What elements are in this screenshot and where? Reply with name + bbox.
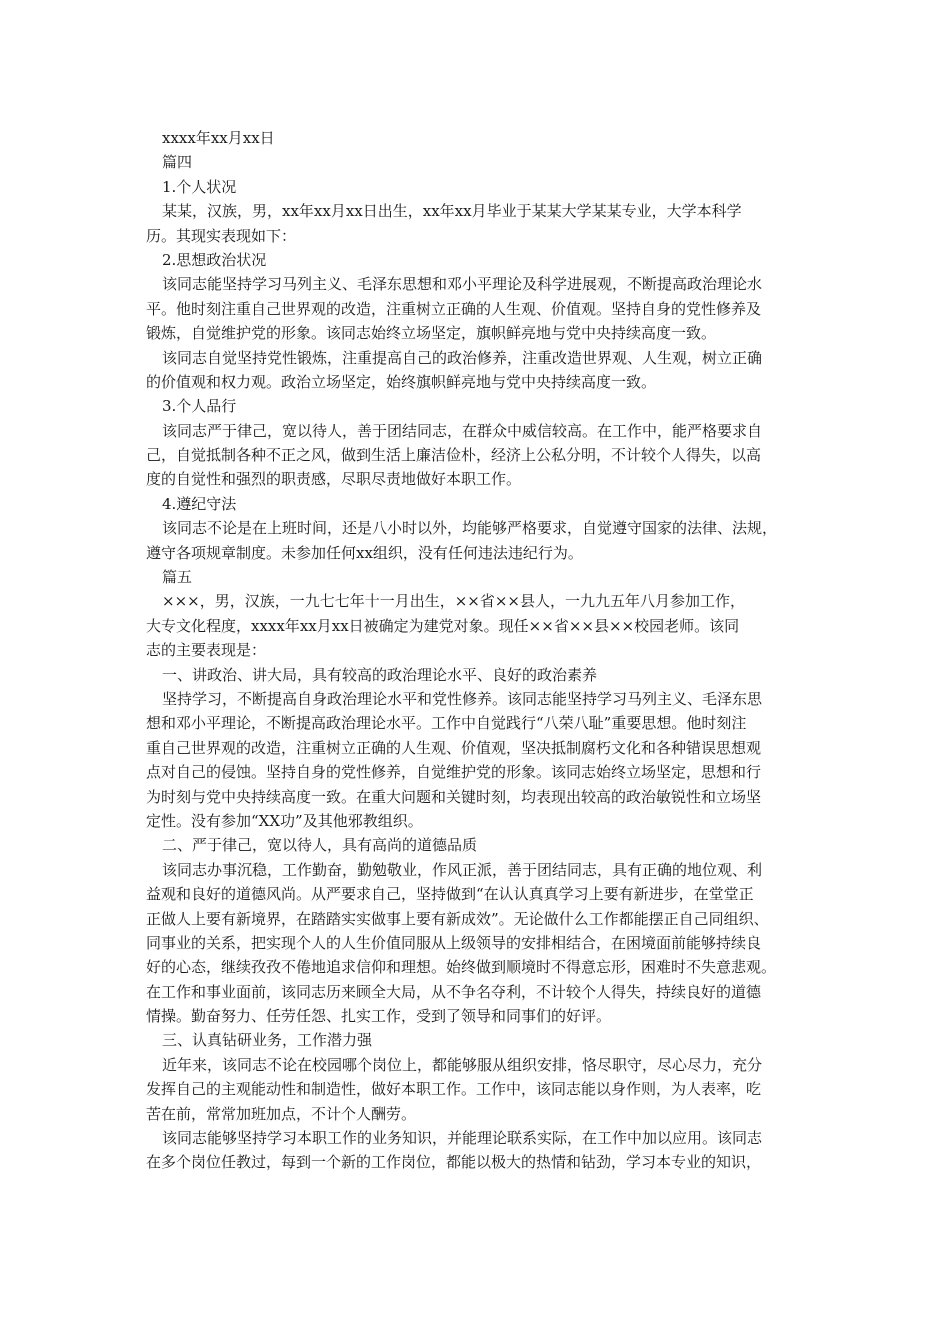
text-line: xxxx年xx月xx日 xyxy=(162,129,275,147)
text-line: 该同志能坚持学习马列主义、毛泽东思想和邓小平理论及科学进展观，不断提高政治理论水 xyxy=(162,275,763,294)
text-line: 在工作和事业面前，该同志历来顾全大局，从不争名夺利，不计较个人得失，持续良好的道德 xyxy=(146,982,762,1001)
text-line: 4.遵纪守法 xyxy=(162,494,237,513)
document-body xyxy=(146,126,812,1175)
text-line: 同事业的关系，把实现个人的人生价值同服从上级领导的安排相结合，在困境面前能够持续良 xyxy=(146,933,762,952)
text-line: 该同志严于律己，宽以待人，善于团结同志，在群众中威信较高。在工作中，能严格要求自 xyxy=(162,421,763,440)
text-line: 二、严于律己，宽以待人，具有高尚的道德品质 xyxy=(162,836,478,855)
text-line: 度的自觉性和强烈的职责感，尽职尽责地做好本职工作。 xyxy=(146,470,522,489)
text-line: 情操。勤奋努力、任劳任怨、扎实工作，受到了领导和同事们的好评。 xyxy=(146,1007,612,1026)
text-line: 篇四 xyxy=(162,153,193,172)
text-line: 己，自觉抵制各种不正之风，做到生活上廉洁俭朴，经济上公私分明，不计较个人得失，以高 xyxy=(146,446,762,465)
text-line: 篇五 xyxy=(162,568,193,587)
text-line: 重自己世界观的改造，注重树立正确的人生观、价值观，坚决抵制腐朽文化和各种错误思想观 xyxy=(146,738,762,757)
text-line: 想和邓小平理论，不断提高政治理论水平。工作中自觉践行“八荣八耻”重要思想。他时刻注 xyxy=(146,714,747,733)
text-line: 坚持学习，不断提高自身政治理论水平和党性修养。该同志能坚持学习马列主义、毛泽东思 xyxy=(162,689,763,708)
text-line: 锻炼，自觉维护党的形象。该同志始终立场坚定，旗帜鲜亮地与党中央持续高度一致。 xyxy=(146,324,717,343)
text-line: 1.个人状况 xyxy=(162,177,237,196)
text-line: ×××，男，汉族，一九七七年十一月出生，××省××县人，一九九五年八月参加工作， xyxy=(162,592,745,611)
text-line: 历。其现实表现如下： xyxy=(146,226,297,245)
text-line: 2.思想政治状况 xyxy=(162,250,267,269)
text-line: 志的主要表现是： xyxy=(146,641,267,660)
text-line: 该同志自觉坚持党性锻炼，注重提高自己的政治修养，注重改造世界观、人生观，树立正确 xyxy=(162,348,763,367)
text-line: 点对自己的侵蚀。坚持自身的党性修养，自觉维护党的形象。该同志始终立场坚定，思想和行 xyxy=(146,763,762,782)
text-line: 为时刻与党中央持续高度一致。在重大问题和关键时刻，均表现出较高的政治敏锐性和立场坚 xyxy=(146,787,762,806)
text-line: 好的心态，继续孜孜不倦地追求信仰和理想。始终做到顺境时不得意忘形，困难时不失意悲观。 xyxy=(146,958,777,977)
text-line: 发挥自己的主观能动性和制造性，做好本职工作。工作中，该同志能以身作则，为人表率，吃 xyxy=(146,1080,762,1099)
text-line: 平。他时刻注重自己世界观的改造，注重树立正确的人生观、价值观。坚持自身的党性修养及 xyxy=(146,299,762,318)
text-line: 某某，汉族，男，xx年xx月xx日出生，xx年xx月毕业于某某大学某某专业，大学本科学 xyxy=(162,202,742,221)
text-line: 正做人上要有新境界，在踏踏实实做事上要有新成效”。无论做什么工作都能摆正自己同组织、 xyxy=(146,909,769,928)
text-line: 该同志不论是在上班时间，还是八小时以外，均能够严格要求，自觉遵守国家的法律、法规， xyxy=(162,519,778,538)
text-line: 三、认真钻研业务，工作潜力强 xyxy=(162,1031,373,1050)
text-line: 该同志办事沉稳，工作勤奋，勤勉敬业，作风正派，善于团结同志，具有正确的地位观、利 xyxy=(162,860,763,879)
text-line: 在多个岗位任教过，每到一个新的工作岗位，都能以极大的热情和钻劲，学习本专业的知识， xyxy=(146,1153,762,1172)
text-line: 益观和良好的道德风尚。从严要求自己，坚持做到“在认认真真学习上要有新进步，在堂堂正 xyxy=(146,885,754,904)
text-line: 定性。没有参加“XX功”及其他邪教组织。 xyxy=(146,811,423,830)
text-line: 该同志能够坚持学习本职工作的业务知识，并能理论联系实际，在工作中加以应用。该同志 xyxy=(162,1129,763,1148)
text-line: 遵守各项规章制度。未参加任何xx组织，没有任何违法违纪行为。 xyxy=(146,543,583,562)
text-line: 一、讲政治、讲大局，具有较高的政治理论水平、良好的政治素养 xyxy=(162,665,598,684)
text-line: 苦在前，常常加班加点，不计个人酬劳。 xyxy=(146,1104,417,1123)
text-line: 近年来，该同志不论在校园哪个岗位上，都能够服从组织安排，恪尽职守，尽心尽力，充分 xyxy=(162,1055,763,1074)
text-line: 的价值观和权力观。政治立场坚定，始终旗帜鲜亮地与党中央持续高度一致。 xyxy=(146,372,657,391)
text-line: 3.个人品行 xyxy=(162,397,237,416)
text-line: 大专文化程度，xxxx年xx月xx日被确定为建党对象。现任××省××县××校园老师。该同 xyxy=(146,616,740,635)
